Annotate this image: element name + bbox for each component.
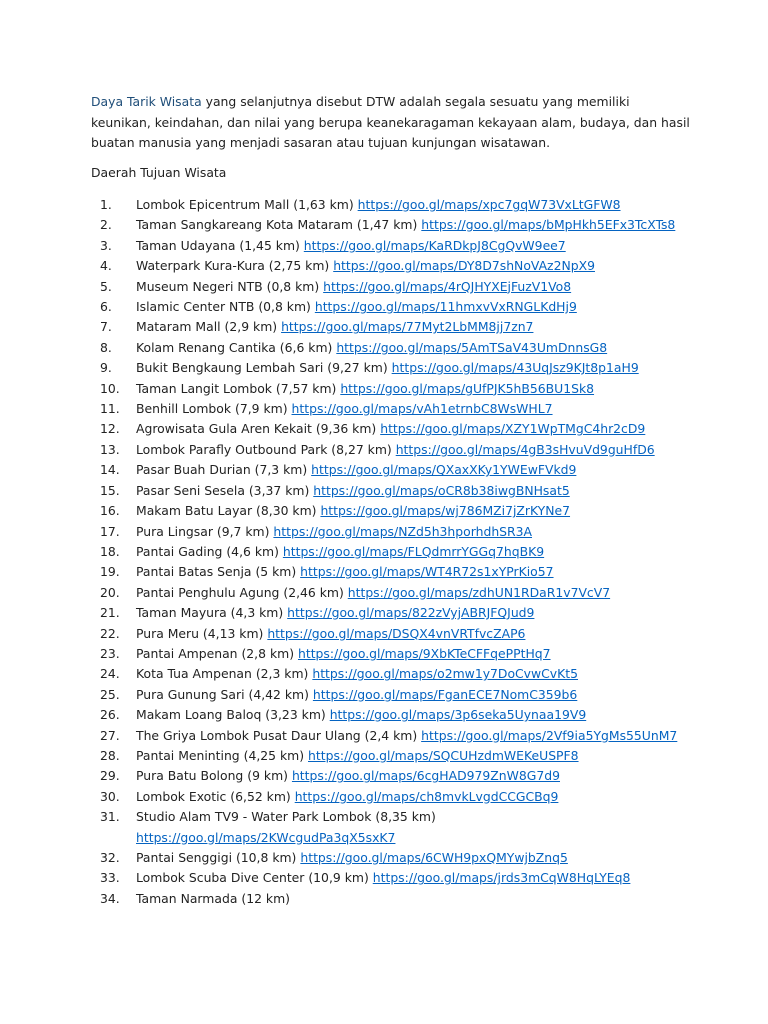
list-item-number: 5. [100,278,112,294]
map-link[interactable]: https://goo.gl/maps/4gB3sHvuVd9guHfD6 [395,441,655,457]
section-heading: Daerah Tujuan Wisata [91,165,227,180]
map-link[interactable]: https://goo.gl/maps/KaRDkpJ8CgQvW9ee7 [303,237,566,253]
list-item [0,868,768,888]
list-item [0,277,768,297]
list-item-label: Agrowisata Gula Aren Kekait (9,36 km) [136,421,377,437]
list-item-label: Kota Tua Ampenan (2,3 km) [136,666,309,682]
map-link[interactable]: https://goo.gl/maps/SQCUHzdmWEKeUSPF8 [308,747,579,763]
list-item-number: 22. [100,625,120,641]
list-item-label: Taman Udayana (1,45 km) [136,237,300,253]
list-item [0,705,768,725]
list-item-number: 19. [100,564,120,580]
map-link[interactable]: https://goo.gl/maps/NZd5h3hporhdhSR3A [273,523,533,539]
list-item [0,726,768,746]
map-link[interactable]: https://goo.gl/maps/FganECE7NomC359b6 [312,686,578,702]
list-item-label: Taman Narmada (12 km) [136,890,290,906]
list-item-label: Lombok Scuba Dive Center (10,9 km) [136,870,369,886]
list-item-label: Bukit Bengkaung Lembah Sari (9,27 km) [136,360,388,376]
list-item-label: Waterpark Kura-Kura (2,75 km) [136,258,330,274]
map-link[interactable]: https://goo.gl/maps/6CWH9pxQMYwjbZnq5 [300,850,568,865]
map-link[interactable]: https://goo.gl/maps/822zVyjABRJFQJud9 [287,605,535,621]
list-item-number: 18. [100,543,120,559]
list-item [0,522,768,542]
list-item [0,379,768,399]
list-item-label: Lombok Exotic (6,52 km) [136,788,291,804]
list-item-label: Pasar Buah Durian (7,3 km) [136,462,308,478]
list-item-number: 33. [100,870,120,886]
list-item-label: Pantai Gading (4,6 km) [136,543,279,559]
list-item-label: Taman Langit Lombok (7,57 km) [136,380,337,396]
map-link[interactable]: https://goo.gl/maps/gUfPJK5hB56BU1Sk8 [340,380,595,396]
list-item-label: Pantai Batas Senja (5 km) [136,564,297,580]
list-item [0,889,768,909]
list-item-label: Mataram Mall (2,9 km) [136,319,278,335]
list-item-number: 24. [100,666,120,682]
list-item-label: Pantai Meninting (4,25 km) [136,747,305,763]
map-link[interactable]: https://goo.gl/maps/11hmxvVxRNGLKdHj9 [314,299,577,315]
map-link[interactable]: https://goo.gl/maps/jrds3mCqW8HqLYEq8 [372,870,631,886]
map-link[interactable]: https://goo.gl/maps/2KWcgudPa3qX5sxK7 [136,829,396,845]
list-item-label: Taman Mayura (4,3 km) [136,605,284,621]
map-link[interactable]: https://goo.gl/maps/77Myt2LbMM8jj7zn7 [281,319,534,335]
list-item-label: Pura Lingsar (9,7 km) [136,523,270,539]
list-item-label: Lombok Parafly Outbound Park (8,27 km) [136,441,392,457]
list-item-label: Pantai Ampenan (2,8 km) [136,645,295,661]
list-item-number: 6. [100,299,112,315]
list-item-number: 30. [100,788,120,804]
list-item [0,399,768,419]
list-item [0,195,768,215]
list-item-number: 13. [100,441,120,457]
list-item-label: Museum Negeri NTB (0,8 km) [136,278,320,294]
list-item [0,848,768,868]
map-link[interactable]: https://goo.gl/maps/WT4R72s1xYPrKio57 [300,564,554,580]
list-item-number: 26. [100,707,120,723]
list-item [0,460,768,480]
map-link[interactable]: https://goo.gl/maps/o2mw1y7DoCvwCvKt5 [312,666,579,682]
list-item [0,644,768,664]
list-item-label: Pantai Senggigi (10,8 km) [136,850,297,865]
list-item-number: 32. [100,850,120,865]
map-link[interactable]: https://goo.gl/maps/zdhUN1RDaR1v7VcV7 [347,584,611,600]
list-item-number: 28. [100,747,120,763]
list-item [0,419,768,439]
list-item-number: 29. [100,768,120,784]
map-link[interactable]: https://goo.gl/maps/DSQX4vnVRTfvcZAP6 [267,625,526,641]
list-item-number: 17. [100,523,120,539]
list-item-label: Makam Loang Baloq (3,23 km) [136,707,326,723]
list-item [0,501,768,521]
list-item [0,440,768,460]
list-item-number: 14. [100,462,120,478]
list-item-number: 34. [100,890,120,906]
list-item-label: Islamic Center NTB (0,8 km) [136,299,311,315]
list-item [0,787,768,807]
map-link[interactable]: https://goo.gl/maps/2Vf9ia5YgMs55UnM7 [421,727,678,743]
list-item-label: Pura Gunung Sari (4,42 km) [136,686,309,702]
map-link[interactable]: https://goo.gl/maps/QXaxXKy1YWEwFVkd9 [311,462,577,478]
list-item-label: The Griya Lombok Pusat Daur Ulang (2,4 km) [136,727,418,743]
list-item-number: 27. [100,727,120,743]
list-item [0,297,768,317]
list-item [0,807,768,848]
list-item [0,338,768,358]
list-item-label: Lombok Epicentrum Mall (1,63 km) [136,197,354,212]
list-item [0,358,768,378]
list-item-number: 15. [100,482,120,498]
map-link[interactable]: https://goo.gl/maps/3p6seka5Uynaa19V9 [329,707,587,723]
list-item [0,746,768,766]
list-item-number: 12. [100,421,120,437]
destination-list [0,195,768,909]
list-item-number: 3. [100,237,112,253]
intro-text: yang selanjutnya disebut DTW adalah segala sesuatu yang memiliki keunikan, keindahan, dan nilai yang berupa keanekaragaman kekayaan alam, budaya, dan hasil buatan manusia yang menjadi sasaran atau tujuan kunjungan wisatawan. [91,94,690,150]
list-item-label: Benhill Lombok (7,9 km) [136,401,288,417]
list-item-label: Taman Sangkareang Kota Mataram (1,47 km) [136,217,418,233]
list-item-number: 31. [100,809,120,825]
map-link[interactable]: https://goo.gl/maps/FLQdmrrYGGq7hqBK9 [282,543,545,559]
list-item [0,481,768,501]
list-item [0,236,768,256]
map-link[interactable]: https://goo.gl/maps/DY8D7shNoVAz2NpX9 [333,258,595,274]
list-item-label: Makam Batu Layar (8,30 km) [136,503,317,519]
list-item [0,317,768,337]
list-item-label: Studio Alam TV9 - Water Park Lombok (8,35 km) [136,809,436,825]
map-link[interactable]: https://goo.gl/maps/4rQJHYXEjFuzV1Vo8 [323,278,572,294]
map-link[interactable]: https://goo.gl/maps/oCR8b38iwgBNHsat5 [313,482,570,498]
list-item-number: 21. [100,605,120,621]
map-link[interactable]: https://goo.gl/maps/wj786MZi7jZrKYNe7 [320,503,571,519]
list-item [0,664,768,684]
intro-term: Daya Tarik Wisata [91,94,202,109]
list-item-label: Kolam Renang Cantika (6,6 km) [136,339,333,355]
map-link[interactable]: https://goo.gl/maps/43UqJsz9KJt8p1aH9 [391,360,639,376]
list-item-number: 7. [100,319,112,335]
map-link[interactable]: https://goo.gl/maps/9XbKTeCFFqePPtHq7 [297,645,551,661]
list-item-number: 10. [100,380,120,396]
map-link[interactable]: https://goo.gl/maps/5AmTSaV43UmDnnsG8 [336,339,608,355]
list-item-number: 4. [100,258,112,274]
map-link[interactable]: https://goo.gl/maps/vAh1etrnbC8WsWHL7 [291,401,553,417]
list-item-number: 16. [100,503,120,519]
list-item [0,603,768,623]
list-item-label: Pantai Penghulu Agung (2,46 km) [136,584,344,600]
list-item-number: 11. [100,401,120,417]
list-item [0,766,768,786]
list-item-label: Pura Batu Bolong (9 km) [136,768,288,784]
map-link[interactable]: https://goo.gl/maps/6cgHAD979ZnW8G7d9 [291,768,560,784]
list-item-label: Pasar Seni Sesela (3,37 km) [136,482,310,498]
map-link[interactable]: https://goo.gl/maps/bMpHkh5EFx3TcXTs8 [421,217,676,233]
map-link[interactable]: https://goo.gl/maps/ch8mvkLvgdCCGCBq9 [294,788,559,804]
list-item [0,256,768,276]
map-link[interactable]: https://goo.gl/maps/xpc7gqW73VxLtGFW8 [357,197,621,212]
list-item-number: 2. [100,217,112,233]
map-link[interactable]: https://goo.gl/maps/XZY1WpTMgC4hr2cD9 [380,421,646,437]
list-item-number: 23. [100,645,120,661]
list-item-number: 25. [100,686,120,702]
list-item-number: 9. [100,360,112,376]
list-item [0,562,768,582]
list-item-number: 8. [100,339,112,355]
list-item [0,215,768,235]
list-item [0,542,768,562]
intro-paragraph [91,92,691,154]
list-item [0,624,768,644]
list-item-label: Pura Meru (4,13 km) [136,625,264,641]
list-item-number: 1. [100,197,112,212]
list-item [0,583,768,603]
list-item [0,685,768,705]
list-item-number: 20. [100,584,120,600]
